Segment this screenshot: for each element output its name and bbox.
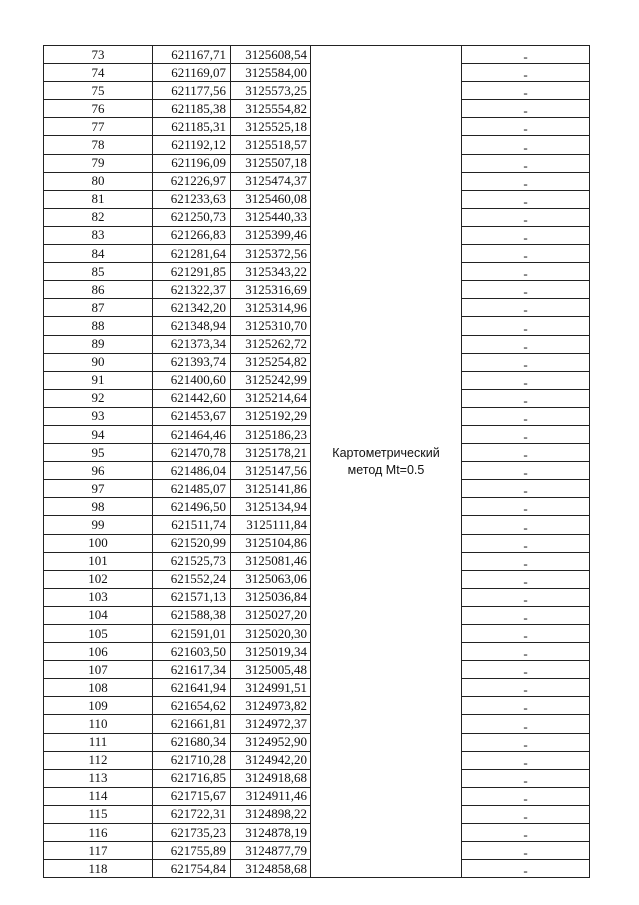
- y-coordinate-cell: 3124877,79: [231, 842, 311, 860]
- note-cell: -: [462, 588, 590, 606]
- x-coordinate-cell: 621342,20: [153, 299, 231, 317]
- y-coordinate-cell: 3125005,48: [231, 661, 311, 679]
- y-coordinate-cell: 3125186,23: [231, 425, 311, 443]
- x-coordinate-cell: 621755,89: [153, 842, 231, 860]
- x-coordinate-cell: 621735,23: [153, 824, 231, 842]
- y-coordinate-cell: 3125608,54: [231, 46, 311, 64]
- y-coordinate-cell: 3125262,72: [231, 335, 311, 353]
- y-coordinate-cell: 3124952,90: [231, 733, 311, 751]
- x-coordinate-cell: 621617,34: [153, 661, 231, 679]
- point-number-cell: 112: [44, 751, 153, 769]
- x-coordinate-cell: 621591,01: [153, 625, 231, 643]
- point-number-cell: 111: [44, 733, 153, 751]
- point-number-cell: 77: [44, 118, 153, 136]
- x-coordinate-cell: 621641,94: [153, 679, 231, 697]
- y-coordinate-cell: 3125474,37: [231, 172, 311, 190]
- method-cell: [311, 46, 462, 878]
- point-number-cell: 116: [44, 824, 153, 842]
- x-coordinate-cell: 621281,64: [153, 245, 231, 263]
- coordinates-table-body: [44, 46, 590, 878]
- x-coordinate-cell: 621442,60: [153, 389, 231, 407]
- y-coordinate-cell: 3124972,37: [231, 715, 311, 733]
- note-cell: -: [462, 552, 590, 570]
- y-coordinate-cell: 3125518,57: [231, 136, 311, 154]
- x-coordinate-cell: 621680,34: [153, 733, 231, 751]
- point-number-cell: 100: [44, 534, 153, 552]
- x-coordinate-cell: 621654,62: [153, 697, 231, 715]
- x-coordinate-cell: 621470,78: [153, 444, 231, 462]
- point-number-cell: 82: [44, 208, 153, 226]
- point-number-cell: 115: [44, 805, 153, 823]
- point-number-cell: 103: [44, 588, 153, 606]
- y-coordinate-cell: 3125507,18: [231, 154, 311, 172]
- x-coordinate-cell: 621291,85: [153, 263, 231, 281]
- point-number-cell: 118: [44, 860, 153, 878]
- note-cell: -: [462, 299, 590, 317]
- y-coordinate-cell: 3125019,34: [231, 643, 311, 661]
- note-cell: -: [462, 715, 590, 733]
- point-number-cell: 95: [44, 444, 153, 462]
- point-number-cell: 102: [44, 570, 153, 588]
- x-coordinate-cell: 621496,50: [153, 498, 231, 516]
- x-coordinate-cell: 621520,99: [153, 534, 231, 552]
- note-cell: -: [462, 118, 590, 136]
- y-coordinate-cell: 3125104,86: [231, 534, 311, 552]
- point-number-cell: 101: [44, 552, 153, 570]
- point-number-cell: 117: [44, 842, 153, 860]
- point-number-cell: 78: [44, 136, 153, 154]
- point-number-cell: 84: [44, 245, 153, 263]
- note-cell: -: [462, 661, 590, 679]
- y-coordinate-cell: 3125525,18: [231, 118, 311, 136]
- point-number-cell: 90: [44, 353, 153, 371]
- y-coordinate-cell: 3125460,08: [231, 190, 311, 208]
- note-cell: -: [462, 82, 590, 100]
- x-coordinate-cell: 621400,60: [153, 371, 231, 389]
- note-cell: -: [462, 444, 590, 462]
- note-cell: -: [462, 335, 590, 353]
- y-coordinate-cell: 3124911,46: [231, 787, 311, 805]
- y-coordinate-cell: 3125554,82: [231, 100, 311, 118]
- x-coordinate-cell: 621552,24: [153, 570, 231, 588]
- x-coordinate-cell: 621169,07: [153, 64, 231, 82]
- x-coordinate-cell: 621485,07: [153, 480, 231, 498]
- note-cell: -: [462, 534, 590, 552]
- point-number-cell: 83: [44, 226, 153, 244]
- note-cell: -: [462, 407, 590, 425]
- point-number-cell: 88: [44, 317, 153, 335]
- note-cell: -: [462, 226, 590, 244]
- y-coordinate-cell: 3125399,46: [231, 226, 311, 244]
- note-cell: -: [462, 353, 590, 371]
- y-coordinate-cell: 3125081,46: [231, 552, 311, 570]
- point-number-cell: 114: [44, 787, 153, 805]
- note-cell: -: [462, 824, 590, 842]
- y-coordinate-cell: 3124991,51: [231, 679, 311, 697]
- note-cell: -: [462, 480, 590, 498]
- note-cell: -: [462, 317, 590, 335]
- y-coordinate-cell: 3124858,68: [231, 860, 311, 878]
- y-coordinate-cell: 3125027,20: [231, 606, 311, 624]
- y-coordinate-cell: 3124918,68: [231, 769, 311, 787]
- x-coordinate-cell: 621486,04: [153, 462, 231, 480]
- point-number-cell: 107: [44, 661, 153, 679]
- point-number-cell: 109: [44, 697, 153, 715]
- x-coordinate-cell: 621348,94: [153, 317, 231, 335]
- x-coordinate-cell: 621571,13: [153, 588, 231, 606]
- y-coordinate-cell: 3125316,69: [231, 281, 311, 299]
- x-coordinate-cell: 621373,34: [153, 335, 231, 353]
- x-coordinate-cell: 621185,38: [153, 100, 231, 118]
- y-coordinate-cell: 3125178,21: [231, 444, 311, 462]
- point-number-cell: 97: [44, 480, 153, 498]
- y-coordinate-cell: 3125372,56: [231, 245, 311, 263]
- x-coordinate-cell: 621233,63: [153, 190, 231, 208]
- point-number-cell: 89: [44, 335, 153, 353]
- x-coordinate-cell: 621525,73: [153, 552, 231, 570]
- point-number-cell: 110: [44, 715, 153, 733]
- x-coordinate-cell: 621393,74: [153, 353, 231, 371]
- x-coordinate-cell: 621250,73: [153, 208, 231, 226]
- x-coordinate-cell: 621322,37: [153, 281, 231, 299]
- note-cell: -: [462, 769, 590, 787]
- note-cell: -: [462, 190, 590, 208]
- point-number-cell: 85: [44, 263, 153, 281]
- point-number-cell: 73: [44, 46, 153, 64]
- point-number-cell: 81: [44, 190, 153, 208]
- coordinates-table: [43, 45, 590, 878]
- note-cell: -: [462, 245, 590, 263]
- x-coordinate-cell: 621167,71: [153, 46, 231, 64]
- y-coordinate-cell: 3124942,20: [231, 751, 311, 769]
- x-coordinate-cell: 621754,84: [153, 860, 231, 878]
- x-coordinate-cell: 621722,31: [153, 805, 231, 823]
- note-cell: -: [462, 462, 590, 480]
- y-coordinate-cell: 3124973,82: [231, 697, 311, 715]
- x-coordinate-cell: 621464,46: [153, 425, 231, 443]
- note-cell: -: [462, 208, 590, 226]
- x-coordinate-cell: 621185,31: [153, 118, 231, 136]
- note-cell: -: [462, 425, 590, 443]
- point-number-cell: 75: [44, 82, 153, 100]
- x-coordinate-cell: 621266,83: [153, 226, 231, 244]
- note-cell: -: [462, 643, 590, 661]
- note-cell: -: [462, 625, 590, 643]
- x-coordinate-cell: 621710,28: [153, 751, 231, 769]
- point-number-cell: 86: [44, 281, 153, 299]
- note-cell: -: [462, 371, 590, 389]
- y-coordinate-cell: 3125254,82: [231, 353, 311, 371]
- note-cell: -: [462, 263, 590, 281]
- y-coordinate-cell: 3125147,56: [231, 462, 311, 480]
- point-number-cell: 106: [44, 643, 153, 661]
- note-cell: -: [462, 606, 590, 624]
- point-number-cell: 108: [44, 679, 153, 697]
- point-number-cell: 91: [44, 371, 153, 389]
- note-cell: -: [462, 805, 590, 823]
- x-coordinate-cell: 621453,67: [153, 407, 231, 425]
- y-coordinate-cell: 3125214,64: [231, 389, 311, 407]
- method-line-1: Картометрический: [332, 445, 440, 460]
- note-cell: -: [462, 100, 590, 118]
- y-coordinate-cell: 3125440,33: [231, 208, 311, 226]
- point-number-cell: 99: [44, 516, 153, 534]
- y-coordinate-cell: 3125343,22: [231, 263, 311, 281]
- point-number-cell: 94: [44, 425, 153, 443]
- note-cell: -: [462, 787, 590, 805]
- point-number-cell: 98: [44, 498, 153, 516]
- y-coordinate-cell: 3125141,86: [231, 480, 311, 498]
- point-number-cell: 92: [44, 389, 153, 407]
- y-coordinate-cell: 3124898,22: [231, 805, 311, 823]
- point-number-cell: 113: [44, 769, 153, 787]
- x-coordinate-cell: 621603,50: [153, 643, 231, 661]
- note-cell: -: [462, 389, 590, 407]
- point-number-cell: 76: [44, 100, 153, 118]
- note-cell: -: [462, 679, 590, 697]
- y-coordinate-cell: 3125111,84: [231, 516, 311, 534]
- table-row: [44, 46, 590, 64]
- y-coordinate-cell: 3125020,30: [231, 625, 311, 643]
- y-coordinate-cell: 3124878,19: [231, 824, 311, 842]
- point-number-cell: 105: [44, 625, 153, 643]
- x-coordinate-cell: 621716,85: [153, 769, 231, 787]
- note-cell: -: [462, 570, 590, 588]
- y-coordinate-cell: 3125134,94: [231, 498, 311, 516]
- point-number-cell: 74: [44, 64, 153, 82]
- x-coordinate-cell: 621226,97: [153, 172, 231, 190]
- x-coordinate-cell: 621511,74: [153, 516, 231, 534]
- note-cell: -: [462, 46, 590, 64]
- note-cell: -: [462, 498, 590, 516]
- note-cell: -: [462, 154, 590, 172]
- note-cell: -: [462, 751, 590, 769]
- point-number-cell: 87: [44, 299, 153, 317]
- note-cell: -: [462, 842, 590, 860]
- method-line-2: метод Mt=0.5: [347, 462, 425, 477]
- x-coordinate-cell: 621177,56: [153, 82, 231, 100]
- x-coordinate-cell: 621196,09: [153, 154, 231, 172]
- y-coordinate-cell: 3125584,00: [231, 64, 311, 82]
- y-coordinate-cell: 3125036,84: [231, 588, 311, 606]
- point-number-cell: 80: [44, 172, 153, 190]
- note-cell: -: [462, 733, 590, 751]
- y-coordinate-cell: 3125310,70: [231, 317, 311, 335]
- note-cell: -: [462, 516, 590, 534]
- point-number-cell: 93: [44, 407, 153, 425]
- y-coordinate-cell: 3125573,25: [231, 82, 311, 100]
- note-cell: -: [462, 136, 590, 154]
- y-coordinate-cell: 3125063,06: [231, 570, 311, 588]
- note-cell: -: [462, 64, 590, 82]
- y-coordinate-cell: 3125242,99: [231, 371, 311, 389]
- y-coordinate-cell: 3125192,29: [231, 407, 311, 425]
- y-coordinate-cell: 3125314,96: [231, 299, 311, 317]
- x-coordinate-cell: 621588,38: [153, 606, 231, 624]
- point-number-cell: 79: [44, 154, 153, 172]
- x-coordinate-cell: 621192,12: [153, 136, 231, 154]
- note-cell: -: [462, 860, 590, 878]
- point-number-cell: 96: [44, 462, 153, 480]
- point-number-cell: 104: [44, 606, 153, 624]
- x-coordinate-cell: 621715,67: [153, 787, 231, 805]
- x-coordinate-cell: 621661,81: [153, 715, 231, 733]
- note-cell: -: [462, 281, 590, 299]
- note-cell: -: [462, 172, 590, 190]
- note-cell: -: [462, 697, 590, 715]
